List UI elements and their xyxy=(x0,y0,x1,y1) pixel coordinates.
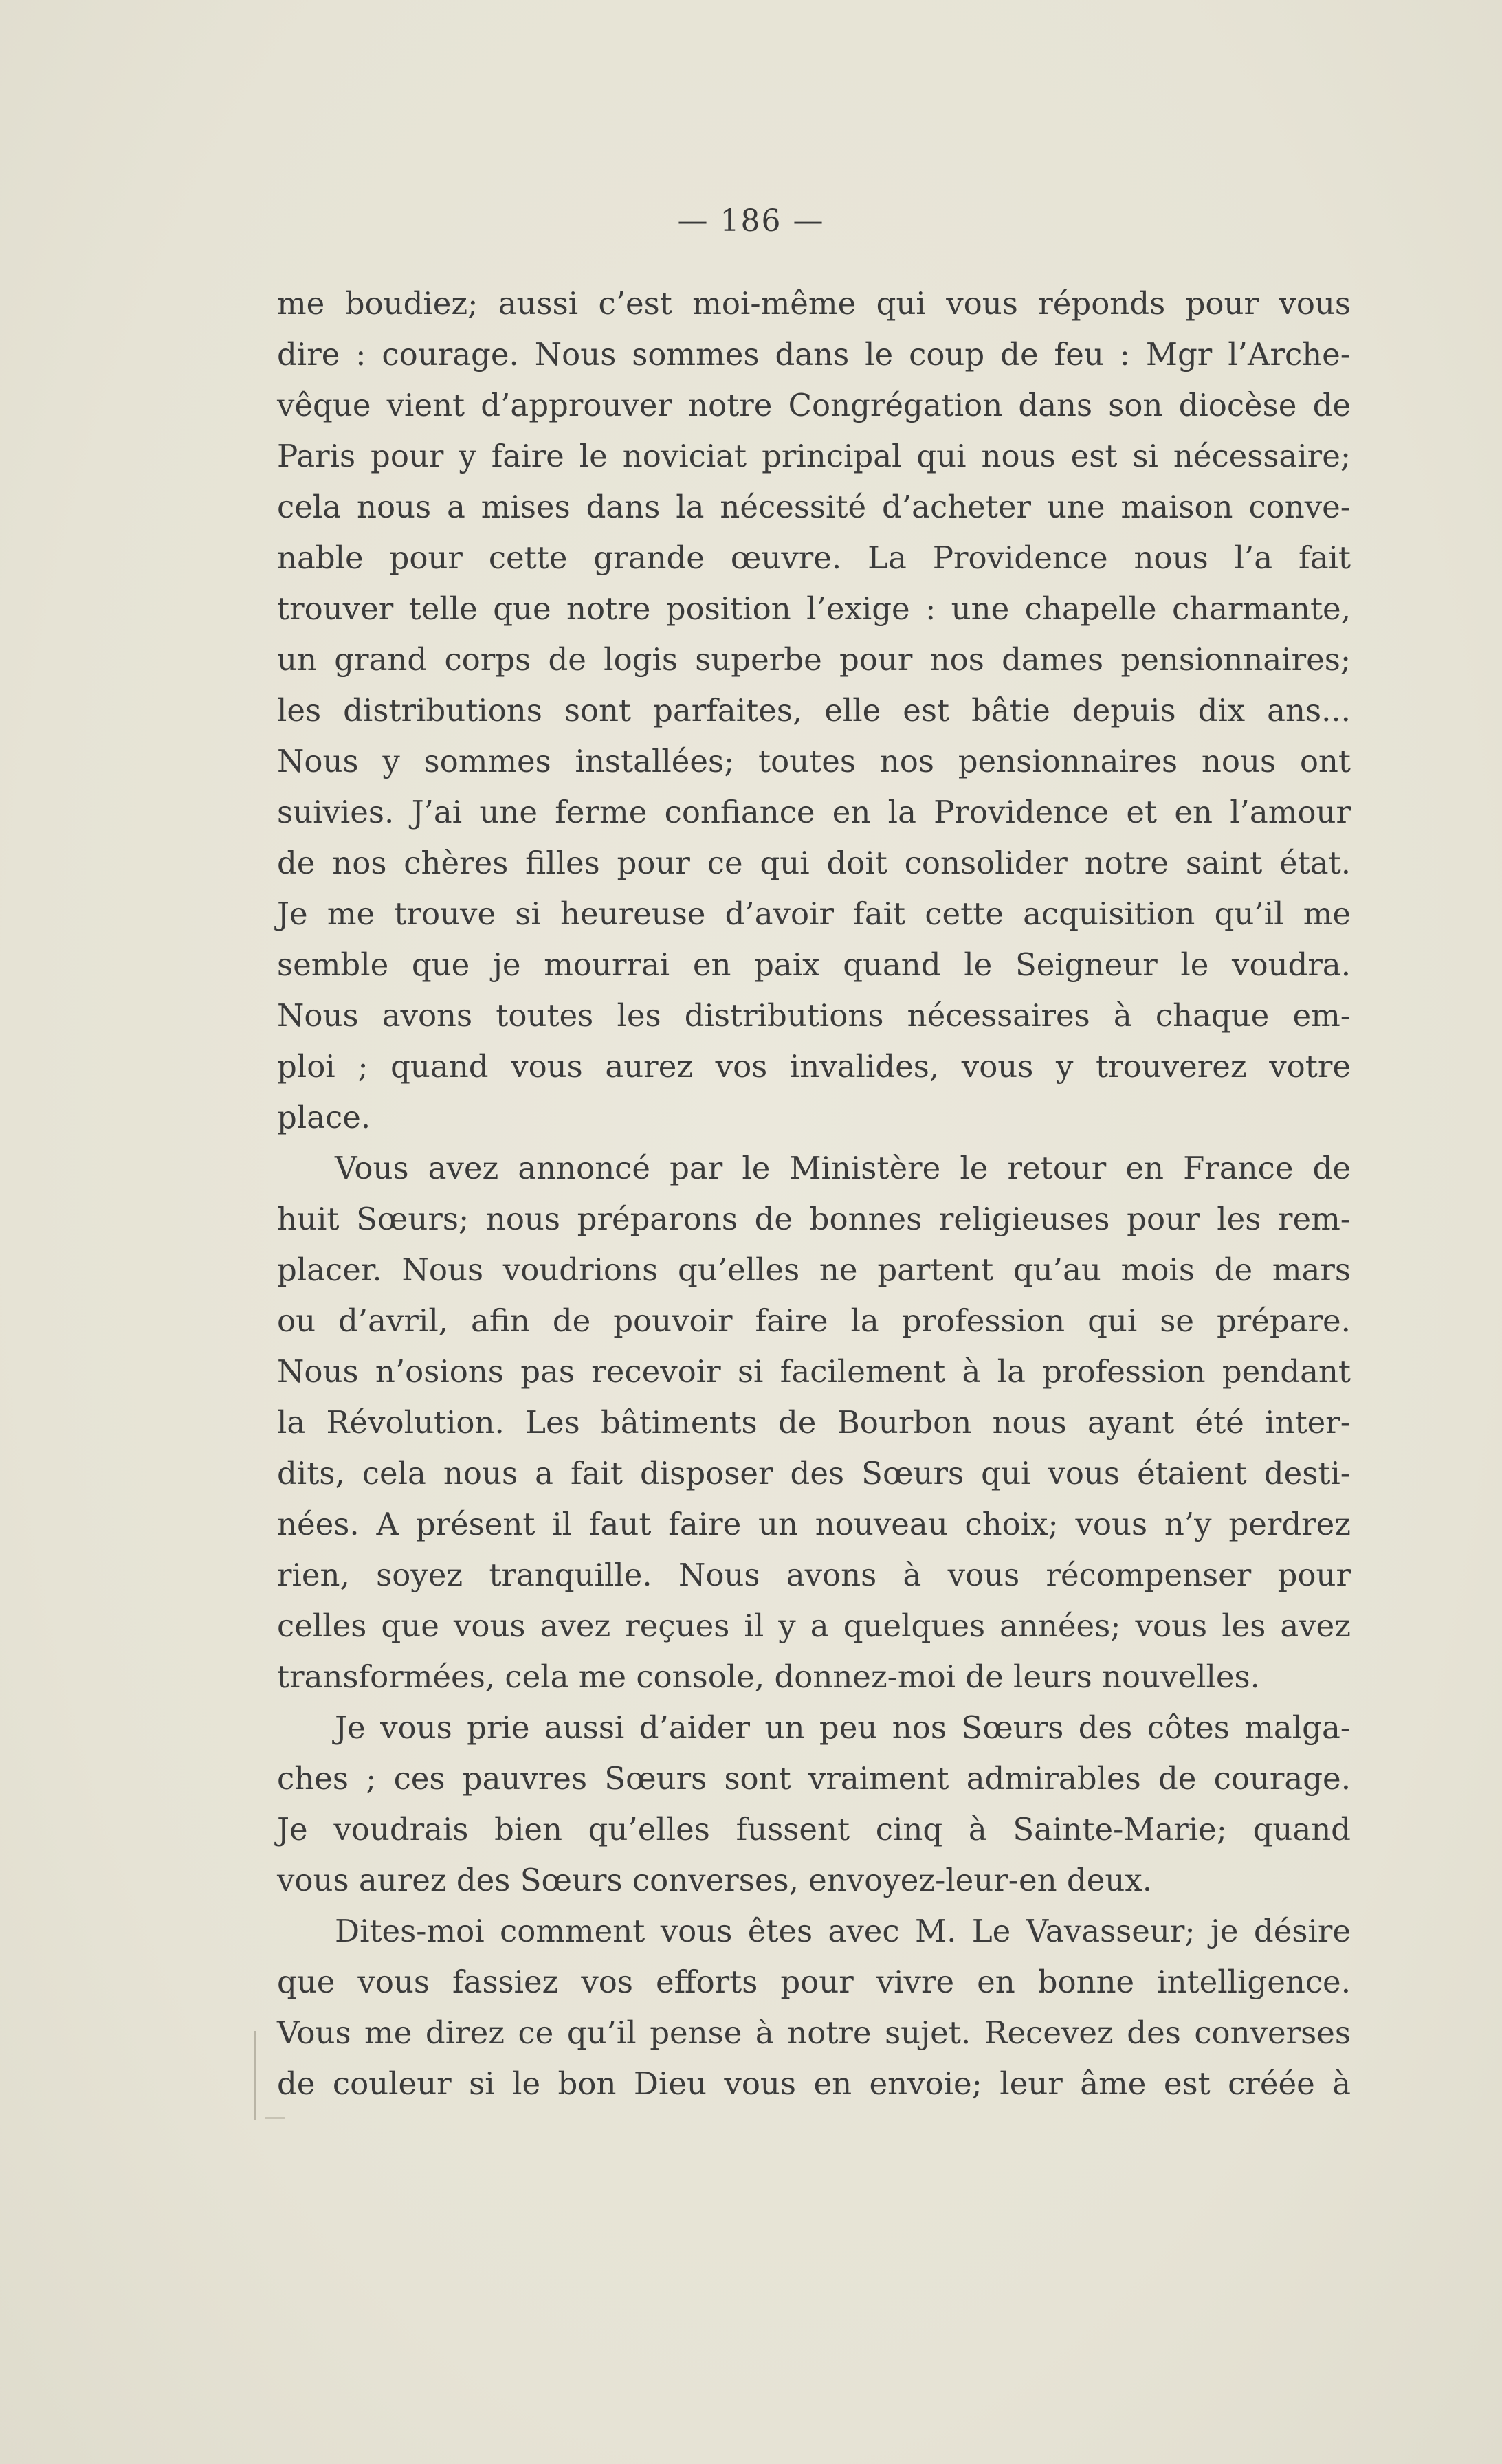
paragraph-end-line: place. xyxy=(277,1099,371,1135)
text-line: semble que je mourrai en paix quand le Seigneur le voudra. xyxy=(277,946,1351,983)
text-line: dire : courage. Nous sommes dans le coup de feu : Mgr l’Arche- xyxy=(277,336,1351,373)
text-line: me boudiez; aussi c’est moi-même qui vous réponds pour vous xyxy=(277,285,1351,322)
paragraph-start-line: Dites-moi comment vous êtes avec M. Le Vavasseur; je désire xyxy=(335,1913,1351,1949)
text-line: Vous me direz ce qu’il pense à notre sujet. Recevez des converses xyxy=(277,2015,1351,2051)
letter-text xyxy=(277,278,1351,2109)
text-line: un grand corps de logis superbe pour nos dames pensionnaires; xyxy=(277,641,1351,678)
page-number: — 186 — xyxy=(677,203,825,238)
text-line: huit Sœurs; nous préparons de bonnes religieuses pour les rem- xyxy=(277,1201,1351,1237)
text-line: ou d’avril, afin de pouvoir faire la profession qui se prépare. xyxy=(277,1302,1351,1339)
text-line: les distributions sont parfaites, elle est bâtie depuis dix ans... xyxy=(277,692,1351,729)
margin-pencil-stroke xyxy=(265,2117,285,2119)
text-line: trouver telle que notre position l’exige : une chapelle charmante, xyxy=(277,590,1351,627)
paragraph-end-line: vous aurez des Sœurs converses, envoyez-leur-en deux. xyxy=(277,1862,1153,1898)
text-line: vêque vient d’approuver notre Congrégation dans son diocèse de xyxy=(277,387,1351,423)
text-line: ches ; ces pauvres Sœurs sont vraiment admirables de courage. xyxy=(277,1760,1351,1797)
text-line: la Révolution. Les bâtiments de Bourbon nous ayant été inter- xyxy=(277,1404,1351,1441)
text-line: ploi ; quand vous aurez vos invalides, vous y trouverez votre xyxy=(277,1048,1351,1085)
text-line: que vous fassiez vos efforts pour vivre en bonne intelligence. xyxy=(277,1964,1351,2000)
text-line: Je me trouve si heureuse d’avoir fait cette acquisition qu’il me xyxy=(277,896,1351,932)
text-line: cela nous a mises dans la nécessité d’acheter une maison conve- xyxy=(277,489,1351,525)
margin-pencil-mark xyxy=(254,2031,256,2120)
text-line: Nous n’osions pas recevoir si facilement à la profession pendant xyxy=(277,1353,1351,1390)
text-line: rien, soyez tranquille. Nous avons à vous récompenser pour xyxy=(277,1557,1351,1593)
text-line: suivies. J’ai une ferme confiance en la Providence et en l’amour xyxy=(277,794,1351,830)
text-line: nable pour cette grande œuvre. La Providence nous l’a fait xyxy=(277,540,1351,576)
text-line: Nous avons toutes les distributions nécessaires à chaque em- xyxy=(277,997,1351,1034)
paragraph-end-line: transformées, cela me console, donnez-moi de leurs nouvelles. xyxy=(277,1658,1260,1695)
text-line: Paris pour y faire le noviciat principal qui nous est si nécessaire; xyxy=(277,438,1351,474)
text-line: de couleur si le bon Dieu vous en envoie; leur âme est créée à xyxy=(277,2065,1351,2102)
text-line: Je voudrais bien qu’elles fussent cinq à Sainte-Marie; quand xyxy=(277,1811,1351,1847)
text-line: dits, cela nous a fait disposer des Sœurs qui vous étaient desti- xyxy=(277,1455,1351,1491)
paragraph-start-line: Vous avez annoncé par le Ministère le retour en France de xyxy=(335,1150,1351,1186)
paragraph-start-line: Je vous prie aussi d’aider un peu nos Sœurs des côtes malga- xyxy=(335,1709,1351,1746)
text-line: nées. A présent il faut faire un nouveau choix; vous n’y perdrez xyxy=(277,1506,1351,1542)
text-line: Nous y sommes installées; toutes nos pensionnaires nous ont xyxy=(277,743,1351,779)
text-line: de nos chères filles pour ce qui doit consolider notre saint état. xyxy=(277,845,1351,881)
text-line: celles que vous avez reçues il y a quelques années; vous les avez xyxy=(277,1608,1351,1644)
text-line: placer. Nous voudrions qu’elles ne partent qu’au mois de mars xyxy=(277,1252,1351,1288)
